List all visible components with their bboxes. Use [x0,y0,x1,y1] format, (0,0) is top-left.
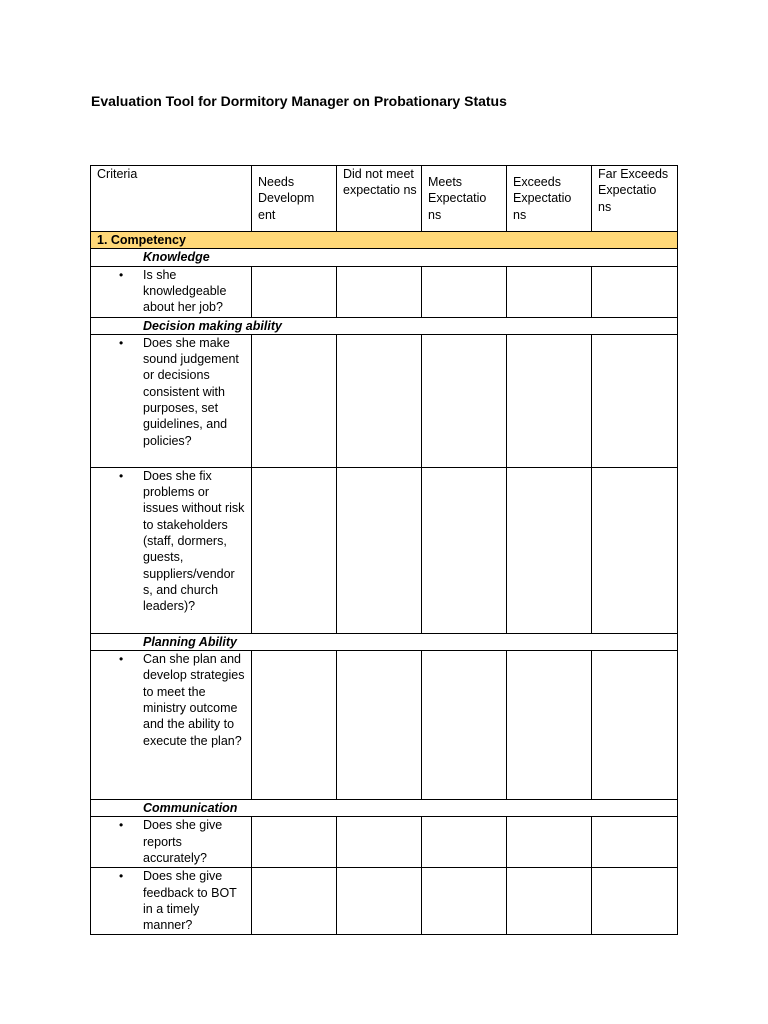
rating-cell-far-exceeds[interactable] [592,467,678,633]
header-criteria: Criteria [91,166,252,232]
header-row [91,166,678,232]
rating-cell-meets[interactable] [422,266,507,317]
header-did-not-meet-expectations: Did not meet expectatio ns [337,166,422,232]
rating-cell-needs-development[interactable] [252,651,337,800]
section-competency: 1. Competency [91,232,678,249]
table-row [91,467,678,633]
rating-cell-meets[interactable] [422,817,507,868]
rating-cell-far-exceeds[interactable] [592,868,678,935]
table-row [91,651,678,800]
table-row [91,266,678,317]
criteria-text: Is she knowledgeable about her job? [143,267,227,315]
bullet-icon: • [119,267,124,282]
criteria-text: Can she plan and develop strategies to meet the ministry outcome and the ability to execute the plan? [143,652,245,748]
rating-cell-needs-development[interactable] [252,266,337,317]
rating-cell-needs-development[interactable] [252,467,337,633]
rating-cell-did-not-meet[interactable] [337,817,422,868]
subheading-row [91,800,678,817]
subheading-row [91,249,678,266]
rating-cell-far-exceeds[interactable] [592,651,678,800]
criteria-cell [91,467,252,633]
bullet-icon: • [119,818,124,833]
rating-cell-meets[interactable] [422,868,507,935]
rating-cell-meets[interactable] [422,334,507,467]
rating-cell-needs-development[interactable] [252,868,337,935]
bullet-icon: • [119,869,124,884]
rating-cell-meets[interactable] [422,467,507,633]
subheading-knowledge: Knowledge [91,249,678,266]
rating-cell-far-exceeds[interactable] [592,334,678,467]
header-exceeds-expectations: Exceeds Expectatio ns [507,166,592,232]
criteria-text: Does she give reports accurately? [143,818,223,866]
rating-cell-exceeds[interactable] [507,651,592,800]
criteria-text: Does she make sound judgement or decisions consistent with purposes, set guidelines, and policies? [143,335,239,448]
criteria-text: Does she give feedback to BOT in a timely manner? [143,869,237,933]
rating-cell-exceeds[interactable] [507,817,592,868]
subheading-decision-making: Decision making ability [91,317,678,334]
rating-cell-did-not-meet[interactable] [337,467,422,633]
rating-cell-did-not-meet[interactable] [337,868,422,935]
table-row [91,334,678,467]
rating-cell-exceeds[interactable] [507,467,592,633]
rating-cell-exceeds[interactable] [507,334,592,467]
rating-cell-did-not-meet[interactable] [337,651,422,800]
subheading-row [91,633,678,650]
criteria-text: Does she fix problems or issues without risk to stakeholders (staff, dormers, guests, suppliers/vendor s, and church leaders)? [143,468,245,614]
criteria-cell [91,868,252,935]
criteria-cell [91,651,252,800]
subheading-communication: Communication [91,800,678,817]
table-row [91,868,678,935]
header-meets-expectations: Meets Expectatio ns [422,166,507,232]
rating-cell-needs-development[interactable] [252,334,337,467]
bullet-icon: • [119,335,124,350]
header-far-exceeds-expectations: Far Exceeds Expectatio ns [592,166,678,232]
criteria-cell [91,817,252,868]
rating-cell-far-exceeds[interactable] [592,817,678,868]
criteria-cell [91,266,252,317]
header-needs-development: Needs Developm ent [252,166,337,232]
subheading-planning-ability: Planning Ability [91,633,678,650]
section-row [91,232,678,249]
rating-cell-did-not-meet[interactable] [337,334,422,467]
rating-cell-exceeds[interactable] [507,266,592,317]
bullet-icon: • [119,468,124,483]
document-title: Evaluation Tool for Dormitory Manager on Probationary Status [91,93,507,109]
bullet-icon: • [119,652,124,667]
rating-cell-far-exceeds[interactable] [592,266,678,317]
evaluation-table [90,165,678,935]
table-row [91,817,678,868]
rating-cell-did-not-meet[interactable] [337,266,422,317]
rating-cell-needs-development[interactable] [252,817,337,868]
criteria-cell [91,334,252,467]
subheading-row [91,317,678,334]
rating-cell-meets[interactable] [422,651,507,800]
rating-cell-exceeds[interactable] [507,868,592,935]
